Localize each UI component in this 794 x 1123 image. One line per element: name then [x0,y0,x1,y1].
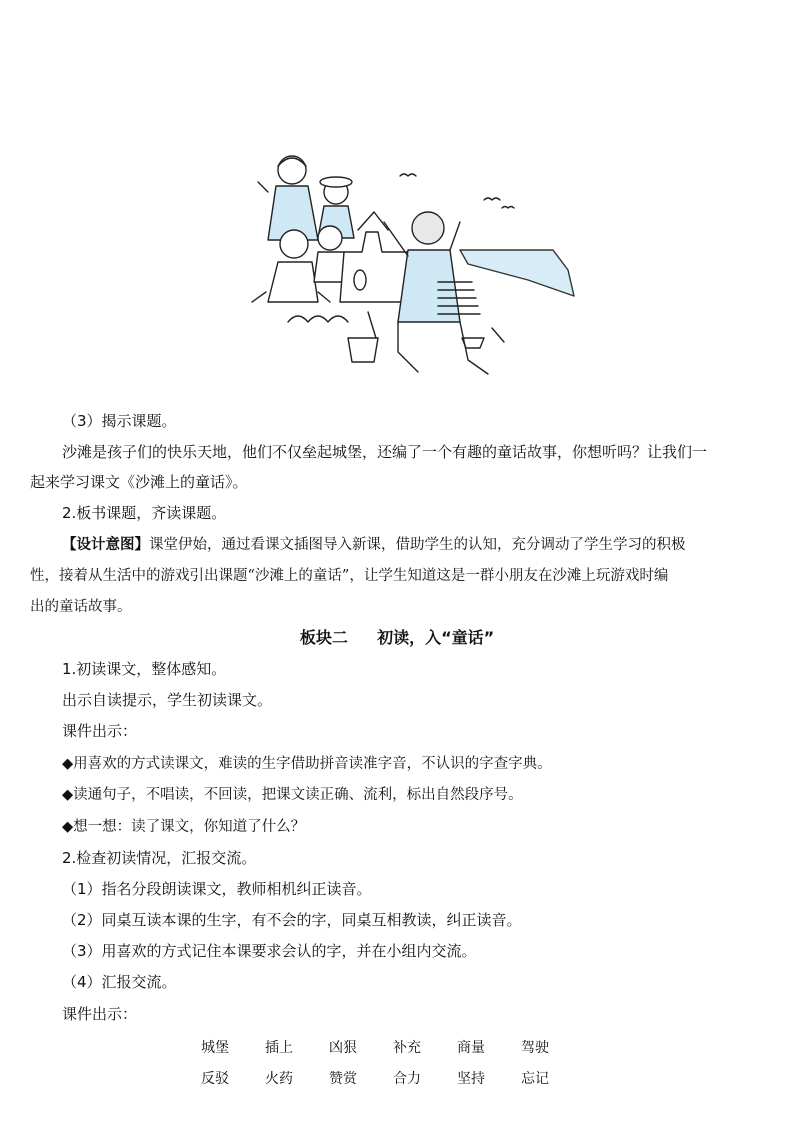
vocab-word: 反驳 [201,1071,229,1087]
section-2-number: 板块二 [299,628,348,647]
vocab-word: 插上 [265,1040,293,1056]
section-2-title: 初读，入“童话” [377,628,495,647]
vocab-word: 合力 [393,1071,421,1087]
design-intent-line-2: 性，接着从生活中的游戏引出课题“沙滩上的童话”，让学生知道这是一群小朋友在沙滩上玩游戏时编 [30,568,669,584]
intro-paragraph-line-2: 起来学习课文《沙滩上的童话》。 [30,473,248,491]
sub-step-2: （2）同桌互读本课的生字，有不会的字，同桌互相教读，纠正读音。 [62,911,522,929]
step-3-reveal-title: （3）揭示课题。 [62,412,177,430]
sub-step-3: （3）用喜欢的方式记住本课要求会认的字，并在小组内交流。 [62,942,477,960]
vocab-word: 赞赏 [329,1071,357,1087]
reading-tip-1: ◆用喜欢的方式读课文，难读的生字借助拼音读准字音，不认识的字查字典。 [62,756,552,772]
vocab-word: 火药 [265,1071,293,1087]
sub-step-4: （4）汇报交流。 [62,973,177,991]
vocab-word: 商量 [457,1040,485,1056]
children-building-sandcastle-illustration [248,152,580,387]
design-intent-line-3: 出的童话故事。 [30,599,132,615]
courseware-label-1: 课件出示： [62,722,138,740]
section-2-heading [0,626,794,650]
intro-paragraph-line-1: 沙滩是孩子们的快乐天地，他们不仅垒起城堡，还编了一个有趣的童话故事，你想听吗？让我们一 [62,443,708,461]
item-1-first-read: 1.初读课文，整体感知。 [62,660,227,678]
item-2-check-reading: 2.检查初读情况，汇报交流。 [62,849,257,867]
courseware-label-2: 课件出示： [62,1005,138,1023]
design-intent-text-1: 课堂伊始，通过看课文插图导入新课，借助学生的认知，充分调动了学生学习的积极 [149,537,686,553]
vocab-word: 忘记 [521,1071,549,1087]
design-intent-label: 【设计意图】 [62,536,149,553]
vocab-word: 凶狠 [329,1040,357,1056]
vocab-word: 城堡 [201,1040,229,1056]
step-2-write-title: 2.板书课题，齐读课题。 [62,504,227,522]
sub-step-1: （1）指名分段朗读课文，教师相机纠正读音。 [62,880,372,898]
vocab-word: 补充 [393,1040,421,1056]
reading-tip-2: ◆读通句子，不唱读，不回读，把课文读正确、流利，标出自然段序号。 [62,787,523,803]
design-intent-line-1 [62,534,792,556]
item-1-instruction: 出示自读提示，学生初读课文。 [62,691,273,709]
vocab-word: 驾驶 [521,1040,549,1056]
vocab-word: 坚持 [457,1071,485,1087]
reading-tip-3: ◆想一想：读了课文，你知道了什么？ [62,819,306,835]
